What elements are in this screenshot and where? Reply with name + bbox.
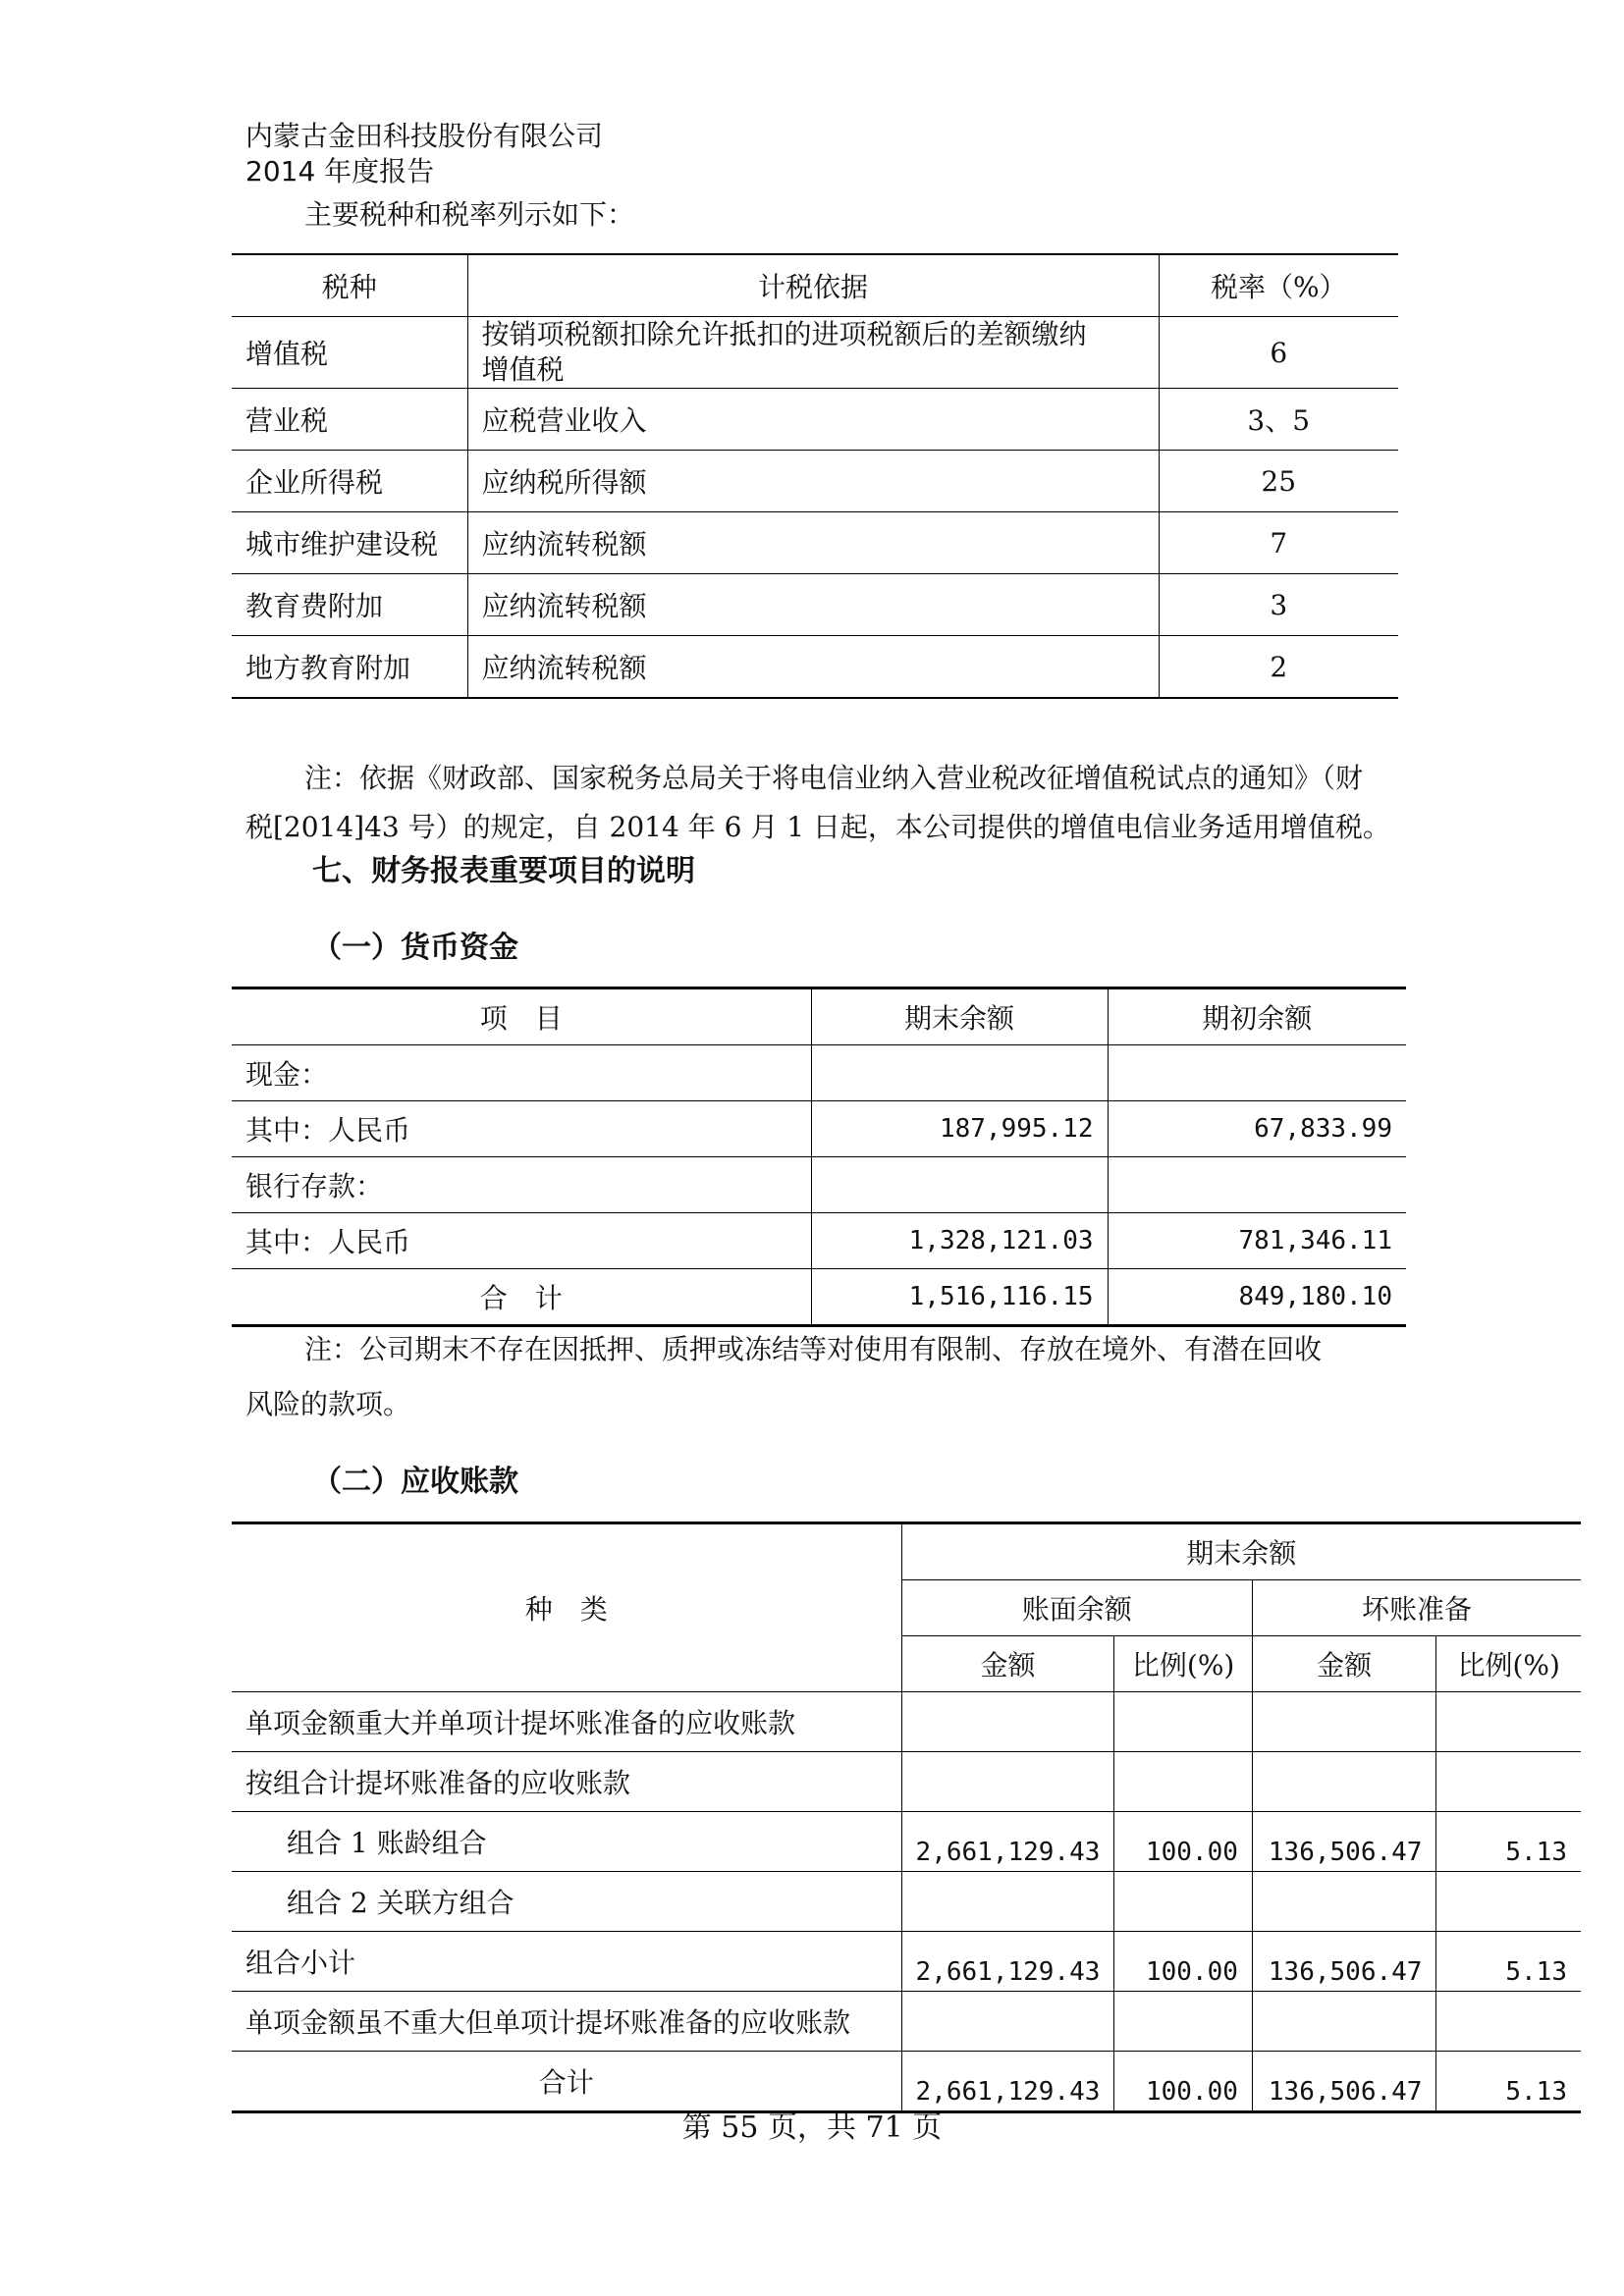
cash-table bbox=[232, 987, 1406, 1327]
table-row bbox=[232, 451, 1398, 512]
subsection-heading-cash: （一）货币资金 bbox=[312, 931, 518, 965]
tax-name: 企业所得税 bbox=[232, 451, 467, 512]
table-header-row bbox=[232, 988, 1406, 1045]
header-book-balance: 账面余额 bbox=[901, 1580, 1252, 1636]
header-bad-debt: 坏账准备 bbox=[1252, 1580, 1581, 1636]
bad-amount: 136,506.47 bbox=[1252, 1932, 1436, 1992]
tax-rate-table bbox=[232, 253, 1398, 699]
end-balance bbox=[811, 1045, 1108, 1101]
kind-label: 组合 1 账龄组合 bbox=[232, 1812, 901, 1872]
book-amount bbox=[901, 1992, 1114, 2052]
header-cell: 期末余额 bbox=[811, 988, 1108, 1045]
table-row bbox=[232, 1992, 1581, 2052]
header-cell: 计税依据 bbox=[467, 254, 1159, 317]
section-heading: 七、财务报表重要项目的说明 bbox=[312, 854, 695, 888]
tax-rate: 2 bbox=[1159, 636, 1398, 699]
header-ratio: 比例(%) bbox=[1114, 1636, 1253, 1692]
cash-note-line2: 风险的款项。 bbox=[245, 1388, 411, 1420]
header-cell: 项 目 bbox=[479, 1002, 563, 1035]
tax-basis: 应纳税所得额 bbox=[467, 451, 1159, 512]
header-kind: 种 类 bbox=[524, 1593, 608, 1626]
book-ratio bbox=[1114, 1692, 1253, 1752]
tax-rate: 25 bbox=[1159, 451, 1398, 512]
table-row bbox=[232, 1101, 1406, 1157]
end-balance: 187,995.12 bbox=[811, 1101, 1108, 1157]
tax-basis: 应纳流转税额 bbox=[467, 512, 1159, 574]
bad-amount bbox=[1252, 1692, 1436, 1752]
bad-ratio bbox=[1436, 1992, 1581, 2052]
end-balance: 1,516,116.15 bbox=[811, 1269, 1108, 1326]
bad-amount bbox=[1252, 1752, 1436, 1812]
bad-amount: 136,506.47 bbox=[1252, 1812, 1436, 1872]
table-row bbox=[232, 1157, 1406, 1213]
table-header-row bbox=[232, 254, 1398, 317]
tax-rate: 3、5 bbox=[1159, 389, 1398, 451]
tax-name: 地方教育附加 bbox=[232, 636, 467, 699]
tax-rate: 6 bbox=[1159, 317, 1398, 389]
bad-ratio: 5.13 bbox=[1436, 1932, 1581, 1992]
begin-balance: 67,833.99 bbox=[1108, 1101, 1406, 1157]
report-title: 2014 年度报告 bbox=[245, 155, 435, 187]
header-cell: 税率（%） bbox=[1159, 254, 1398, 317]
kind-label: 按组合计提坏账准备的应收账款 bbox=[232, 1752, 901, 1812]
kind-label: 组合 2 关联方组合 bbox=[232, 1872, 901, 1932]
table-row bbox=[232, 1812, 1581, 1872]
header-cell: 期初余额 bbox=[1108, 988, 1406, 1045]
tax-name: 营业税 bbox=[232, 389, 467, 451]
bad-amount bbox=[1252, 1992, 1436, 2052]
end-balance: 1,328,121.03 bbox=[811, 1213, 1108, 1269]
page-number: 第 55 页，共 71 页 bbox=[681, 2110, 943, 2145]
table-row bbox=[232, 1269, 1406, 1326]
tax-note-line2: 税[2014]43 号）的规定，自 2014 年 6 月 1 日起，本公司提供的增值电信业务适用增值税。 bbox=[245, 811, 1390, 843]
book-ratio: 100.00 bbox=[1114, 1812, 1253, 1872]
tax-rate: 7 bbox=[1159, 512, 1398, 574]
table-row bbox=[232, 317, 1398, 389]
table-row bbox=[232, 1752, 1581, 1812]
bad-ratio: 5.13 bbox=[1436, 2052, 1581, 2112]
receivables-table bbox=[232, 1522, 1581, 2113]
company-name: 内蒙古金田科技股份有限公司 bbox=[245, 120, 604, 152]
kind-label: 单项金额虽不重大但单项计提坏账准备的应收账款 bbox=[232, 1992, 901, 2052]
table-row bbox=[232, 512, 1398, 574]
book-ratio: 100.00 bbox=[1114, 2052, 1253, 2112]
begin-balance: 849,180.10 bbox=[1108, 1269, 1406, 1326]
book-amount: 2,661,129.43 bbox=[901, 1932, 1114, 1992]
book-ratio bbox=[1114, 1752, 1253, 1812]
subsection-heading-receivables: （二）应收账款 bbox=[312, 1465, 518, 1499]
book-amount: 2,661,129.43 bbox=[901, 1812, 1114, 1872]
table-row bbox=[232, 1045, 1406, 1101]
tax-basis: 应税营业收入 bbox=[467, 389, 1159, 451]
table-row bbox=[232, 574, 1398, 636]
kind-label: 合计 bbox=[232, 2052, 901, 2112]
book-amount bbox=[901, 1692, 1114, 1752]
item-label: 银行存款： bbox=[232, 1157, 811, 1213]
begin-balance bbox=[1108, 1157, 1406, 1213]
tax-name: 教育费附加 bbox=[232, 574, 467, 636]
book-ratio bbox=[1114, 1992, 1253, 2052]
item-label: 其中：人民币 bbox=[232, 1101, 811, 1157]
header-end-balance: 期末余额 bbox=[901, 1523, 1581, 1580]
tax-basis: 按销项税额扣除允许抵扣的进项税额后的差额缴纳 增值税 bbox=[467, 317, 1159, 389]
book-ratio bbox=[1114, 1872, 1253, 1932]
tax-note-line1: 注：依据《财政部、国家税务总局关于将电信业纳入营业税改征增值税试点的通知》（财 bbox=[304, 762, 1364, 794]
header-amount: 金额 bbox=[901, 1636, 1114, 1692]
table-row bbox=[232, 636, 1398, 699]
table-row bbox=[232, 1872, 1581, 1932]
header-amount: 金额 bbox=[1252, 1636, 1436, 1692]
tax-basis: 应纳流转税额 bbox=[467, 636, 1159, 699]
item-label: 其中：人民币 bbox=[232, 1213, 811, 1269]
kind-label: 组合小计 bbox=[232, 1932, 901, 1992]
bad-amount bbox=[1252, 1872, 1436, 1932]
book-amount bbox=[901, 1872, 1114, 1932]
item-label: 合 计 bbox=[232, 1269, 811, 1326]
tax-rate: 3 bbox=[1159, 574, 1398, 636]
item-label: 现金： bbox=[232, 1045, 811, 1101]
book-amount bbox=[901, 1752, 1114, 1812]
tax-intro: 主要税种和税率列示如下： bbox=[304, 198, 635, 231]
bad-ratio bbox=[1436, 1692, 1581, 1752]
tax-name: 城市维护建设税 bbox=[232, 512, 467, 574]
begin-balance: 781,346.11 bbox=[1108, 1213, 1406, 1269]
tax-basis: 应纳流转税额 bbox=[467, 574, 1159, 636]
book-ratio: 100.00 bbox=[1114, 1932, 1253, 1992]
table-row bbox=[232, 1213, 1406, 1269]
bad-ratio: 5.13 bbox=[1436, 1812, 1581, 1872]
begin-balance bbox=[1108, 1045, 1406, 1101]
header-cell: 税种 bbox=[321, 271, 377, 303]
kind-label: 单项金额重大并单项计提坏账准备的应收账款 bbox=[232, 1692, 901, 1752]
table-row bbox=[232, 389, 1398, 451]
header-ratio: 比例(%) bbox=[1436, 1636, 1581, 1692]
bad-amount: 136,506.47 bbox=[1252, 2052, 1436, 2112]
table-header-row bbox=[232, 1523, 1581, 1580]
bad-ratio bbox=[1436, 1872, 1581, 1932]
end-balance bbox=[811, 1157, 1108, 1213]
book-amount: 2,661,129.43 bbox=[901, 2052, 1114, 2112]
table-row bbox=[232, 1932, 1581, 1992]
table-row bbox=[232, 1692, 1581, 1752]
bad-ratio bbox=[1436, 1752, 1581, 1812]
tax-name: 增值税 bbox=[232, 317, 467, 389]
cash-note-line1: 注：公司期末不存在因抵押、质押或冻结等对使用有限制、存放在境外、有潜在回收 bbox=[304, 1333, 1323, 1365]
